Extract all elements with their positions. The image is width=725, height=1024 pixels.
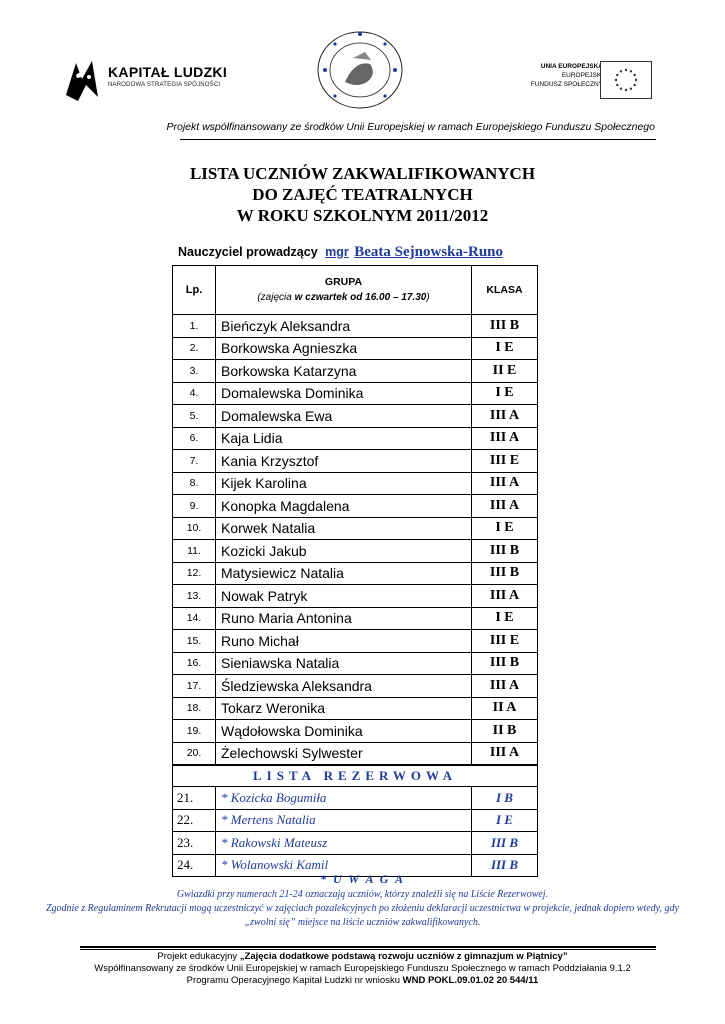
school-seal-icon (315, 30, 405, 110)
title-line3: W ROKU SZKOLNYM 2011/2012 (236, 206, 489, 225)
row-number: 6. (173, 427, 216, 450)
footer-line2: Współfinansowany ze środków Unii Europejskiej w ramach Europejskiego Funduszu Społecznego w ramach Poddziałania 9.1.2 (94, 963, 631, 974)
row-number: 2. (173, 337, 216, 360)
student-name: Domalewska Ewa (216, 405, 472, 428)
teacher-name: Beata Sejnowska-Runo (354, 244, 504, 260)
row-number: 20. (173, 742, 216, 765)
student-class: III B (472, 832, 538, 855)
student-class: III B (472, 652, 538, 675)
col-grupa-subtitle (216, 290, 471, 305)
col-lp-header: Lp. (173, 266, 216, 315)
logo-subtitle: NARODOWA STRATEGIA SPÓJNOŚCI (108, 82, 221, 88)
row-number: 21. (173, 787, 216, 810)
student-name: Korwek Natalia (216, 517, 472, 540)
note-line2: Zgodnie z Regulaminem Rekrutacji mogą uczestniczyć w zajęciach pozalekcyjnych po złożeniu deklaracji uczestnictwa w projekcie, jednak dopiero wtedy, gdy „zwolni się” miejsce na liście uczniów zakwalifikowanych. (46, 903, 679, 928)
table-row (173, 517, 538, 540)
row-number: 17. (173, 675, 216, 698)
teacher-prefix: mgr (325, 245, 349, 259)
student-name: * Mertens Natalia (216, 809, 472, 832)
student-class: II A (472, 697, 538, 720)
row-number: 1. (173, 315, 216, 338)
note-line1: Gwiazdki przy numerach 21-24 oznaczają uczniów, którzy znaleźli się na Liście Rezerwowej. (176, 889, 549, 900)
cofinancing-note: Projekt współfinansowany ze środków Unii Europejskiej w ramach Europejskiego Funduszu Społecznego (166, 121, 655, 133)
row-number: 9. (173, 495, 216, 518)
eu-label-line1: UNIA EUROPEJSKA (540, 63, 603, 70)
student-name: Wądołowska Dominika (216, 720, 472, 743)
eu-label (515, 62, 603, 89)
col-grupa-sub-close: ) (426, 292, 430, 303)
student-name: Domalewska Dominika (216, 382, 472, 405)
footer-line3 (0, 975, 725, 987)
table-row (173, 495, 538, 518)
student-name: Bieńczyk Aleksandra (216, 315, 472, 338)
row-number: 3. (173, 360, 216, 383)
student-name: Tokarz Weronika (216, 697, 472, 720)
col-grupa-title: GRUPA (324, 276, 363, 288)
row-number: 16. (173, 652, 216, 675)
reserve-rows (173, 787, 538, 877)
student-name: Kaja Lidia (216, 427, 472, 450)
table-row (173, 472, 538, 495)
table-row (173, 382, 538, 405)
table-header-row (173, 266, 538, 315)
student-name: Kania Krzysztof (216, 450, 472, 473)
student-class: III A (472, 472, 538, 495)
student-class: II B (472, 720, 538, 743)
row-number: 5. (173, 405, 216, 428)
student-name: Kijek Karolina (216, 472, 472, 495)
table-row (173, 675, 538, 698)
row-number: 24. (173, 854, 216, 877)
table-row (173, 540, 538, 563)
student-class: II E (472, 360, 538, 383)
table-row (173, 360, 538, 383)
student-name: Konopka Magdalena (216, 495, 472, 518)
student-class: III A (472, 427, 538, 450)
row-number: 19. (173, 720, 216, 743)
footer-line1-bold: „Zajęcia dodatkowe podstawą rozwoju uczniów z gimnazjum w Piątnicy” (239, 951, 568, 962)
student-class: III B (472, 540, 538, 563)
student-name: Borkowska Agnieszka (216, 337, 472, 360)
logo-kapital-ludzki-text: KAPITAŁ LUDZKI (108, 64, 228, 80)
table-row (173, 450, 538, 473)
table-row (173, 315, 538, 338)
reserve-title: LISTA REZERWOWA (173, 765, 538, 787)
student-name: * Wolanowski Kamil (216, 854, 472, 877)
student-class: III A (472, 742, 538, 765)
row-number: 15. (173, 630, 216, 653)
student-name: Nowak Patryk (216, 585, 472, 608)
student-name: * Rakowski Mateusz (216, 832, 472, 855)
row-number: 23. (173, 832, 216, 855)
col-klasa-header: KLASA (472, 266, 538, 315)
table-row (173, 787, 538, 810)
table-row (173, 630, 538, 653)
footer-line3-bold: WND POKL.09.01.02 20 544/11 (402, 975, 539, 986)
row-number: 10. (173, 517, 216, 540)
student-class: III A (472, 585, 538, 608)
reserve-section (173, 765, 538, 787)
reserve-header-row (173, 765, 538, 787)
header-divider (180, 139, 656, 140)
eu-label-line2: EUROPEJSKI (561, 72, 603, 79)
table-row (173, 809, 538, 832)
student-name: Sieniawska Natalia (216, 652, 472, 675)
table-row (173, 697, 538, 720)
footer-line3-prefix: Programu Operacyjnego Kapitał Ludzki nr wniosku (186, 975, 403, 986)
student-class: III B (472, 854, 538, 877)
student-class: III E (472, 450, 538, 473)
table-row (173, 337, 538, 360)
col-grupa-sub-open: (zajęcia (257, 292, 295, 303)
student-name: * Kozicka Bogumiła (216, 787, 472, 810)
footer-line1-prefix: Projekt edukacyjny (157, 951, 240, 962)
eu-label-line3: FUNDUSZ SPOŁECZNY (530, 81, 603, 88)
student-class: I E (472, 337, 538, 360)
col-grupa-sub-bold: w czwartek od 16.00 – 17.30 (294, 292, 427, 303)
row-number: 4. (173, 382, 216, 405)
kapital-ludzki-logo-icon (62, 55, 102, 105)
row-number: 18. (173, 697, 216, 720)
student-name: Matysiewicz Natalia (216, 562, 472, 585)
eu-flag-icon (600, 61, 652, 99)
teacher-line (178, 244, 503, 261)
table-row (173, 742, 538, 765)
student-class: III B (472, 315, 538, 338)
student-class: I B (472, 787, 538, 810)
table-row (173, 562, 538, 585)
table-row (173, 607, 538, 630)
title-line1: LISTA UCZNIÓW ZAKWALIFIKOWANYCH (189, 164, 536, 183)
student-name: Śledziewska Aleksandra (216, 675, 472, 698)
footer-line1 (0, 951, 725, 963)
title-line2: DO ZAJĘĆ TEATRALNYCH (252, 185, 473, 204)
row-number: 12. (173, 562, 216, 585)
student-class: I E (472, 382, 538, 405)
student-name: Kozicki Jakub (216, 540, 472, 563)
student-class: III A (472, 405, 538, 428)
student-class: III A (472, 675, 538, 698)
table-row (173, 405, 538, 428)
page-header (0, 0, 725, 145)
student-class: III A (472, 495, 538, 518)
student-name: Runo Maria Antonina (216, 607, 472, 630)
row-number: 11. (173, 540, 216, 563)
row-number: 22. (173, 809, 216, 832)
table-row (173, 720, 538, 743)
note-heading: * U W A G A (319, 872, 406, 886)
student-class: I E (472, 517, 538, 540)
student-class: I E (472, 607, 538, 630)
student-name: Borkowska Katarzyna (216, 360, 472, 383)
row-number: 14. (173, 607, 216, 630)
row-number: 7. (173, 450, 216, 473)
students-table (172, 265, 538, 877)
main-rows (173, 315, 538, 766)
row-number: 13. (173, 585, 216, 608)
row-number: 8. (173, 472, 216, 495)
student-class: I E (472, 809, 538, 832)
student-class: III B (472, 562, 538, 585)
table-row (173, 832, 538, 855)
footer-divider (80, 946, 656, 948)
student-name: Runo Michał (216, 630, 472, 653)
page-title (0, 163, 725, 226)
table-row (173, 427, 538, 450)
table-row (173, 585, 538, 608)
student-name: Żelechowski Sylwester (216, 742, 472, 765)
col-grupa-header (216, 266, 472, 315)
student-class: III E (472, 630, 538, 653)
table-row (173, 652, 538, 675)
footer-divider-thin (80, 949, 656, 950)
teacher-label: Nauczyciel prowadzący (178, 245, 318, 259)
